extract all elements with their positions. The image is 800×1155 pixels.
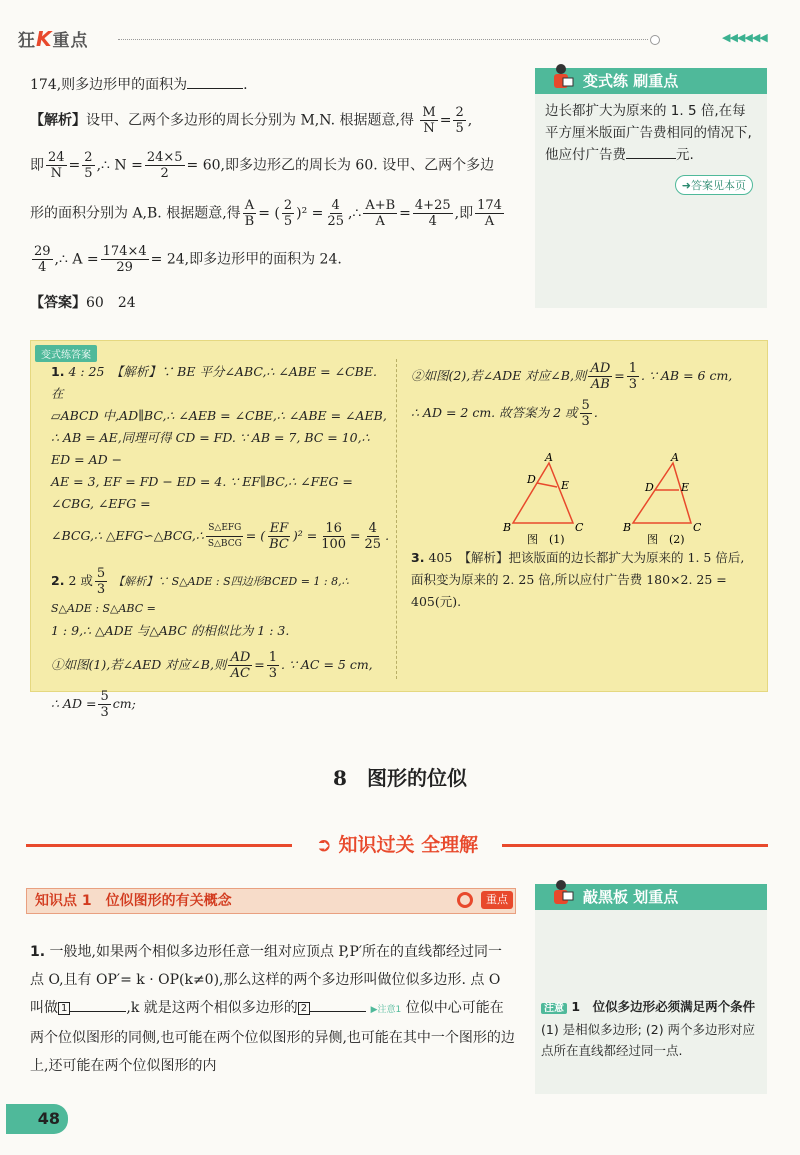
svg-text:A: A [671,453,679,464]
answers-right-column: ②如图(2),若∠ADE 对应∠B,则 $\frac{AD}{AB}$ = $\frac{1}{3}$ . ∵ AB = 6 cm, ∴ AD = 2 cm. 故答案为 2 或 $\frac{5}{3}$ . [411,361,733,429]
blank-2[interactable] [310,997,366,1012]
target-icon [457,892,473,908]
arrow-icon: ➜ [681,179,691,192]
answer-blank[interactable] [187,74,243,89]
solution-line-1: 【解析】设甲、乙两个多边形的周长分别为 M,N. 根据题意,得 $\frac{M}{N}$ = $\frac{2}{5}$ , [30,105,473,136]
header-dot [650,35,660,45]
header-divider [118,39,648,40]
knowledge-point-bar: 知识点 1 位似图形的有关概念 重点 [26,888,516,914]
section-title: 8 图形的位似 [333,766,467,790]
fig1-caption: 图 (1) [527,533,565,545]
label-C: C [575,521,584,534]
svg-text:E: E [681,481,690,494]
problem-line-1: 174,则多边形甲的面积为 . [30,74,520,96]
note-1: 注意 1 位似多边形必须满足两个条件 (1) 是相似多边形; (2) 两个多边形对应点所在直线都经过同一点. [541,999,756,1058]
practice-header: 变式练 刷重点 [535,68,767,94]
fraction: $\frac{M}{N}$ [422,105,436,136]
solution-line-2: 即 $\frac{24}{N}$ = $\frac{2}{5}$ ,∴ N = $\frac{24\times 5}{2}$ = 60,即多边形乙的周长为 60. 设甲、乙两个多边 [30,150,495,181]
triangle-figure-1 [502,453,584,545]
fig2-caption: 图 (2) [647,533,685,545]
solution-line-3: 形的面积分别为 A,B. 根据题意,得 $\frac{A}{B}$ = ( $\frac{2}{5}$ )² = $\frac{4}{25}$ ,∴ $\frac{A+B}{A}$ = $\frac{4+25}{4}$ ,即 $\frac{174}{A}$ [30,198,502,229]
note-ref[interactable]: ▶注意1 [370,1005,402,1015]
knowledge-banner: ➲ 知识过关 全理解 [292,830,502,860]
student-icon [547,62,575,92]
label-D: D [527,473,536,486]
answer-ref-tag[interactable]: ➜答案见本页 [675,175,753,195]
key-points-header: 敲黑板 划重点 [535,884,767,910]
svg-text:D: D [645,481,654,494]
practice-answers-box [30,340,768,720]
label-B: B [503,521,512,534]
answers-tag: 变式练答案 [35,345,97,362]
teacher-icon [547,878,575,908]
key-points-sidebar [535,884,767,1094]
label-E: E [561,479,570,492]
practice-text: 边长都扩大为原来的 1. 5 倍,在每平方厘米版面广告费相同的情况下,他应付广告费 元. [545,103,752,163]
solution-line-4: $\frac{29}{4}$ ,∴ A = $\frac{174\times 4}{29}$ = 24,即多边形甲的面积为 24. [34,244,342,275]
column-divider [396,359,397,679]
fraction: $\frac{2}{5}$ [455,105,464,136]
answer-line: 【答案】60 24 [30,295,136,311]
knowledge-point-text: 1. 一般地,如果两个相似多边形任意一组对应顶点 P,P′所在的直线都经过同一点 O,且有 OP′= k · OP(k≠0),那么这样的两个多边形叫做位似多边形. 点 O 叫做 1 ,k 就是这两个相似多边形的 2 ▶注意1 位似中心可能在两个位似图形的同侧,也可能在两个位似图形的异侧,也可能在其中一个图形的边上,还可能在两个位似图形的内 [30,944,515,1074]
label-A: A [545,453,553,464]
triangle-figures [501,453,701,545]
triangle-figure-2 [622,453,701,545]
brand-logo: 狂K重点 [18,27,89,51]
header-arrows: ◀◀◀◀◀◀ [722,31,767,44]
svg-text:B: B [623,521,632,534]
blank-1[interactable] [70,997,126,1012]
practice-sidebar [535,68,767,308]
swirl-icon: ➲ [315,834,339,856]
answer-3: 3. 405 【解析】把该版面的边长都扩大为原来的 1. 5 倍后, 面积变为原来的 2. 25 倍,所以应付广告费 180×2. 25 = 405(元). [411,550,745,609]
svg-text:C: C [693,521,701,534]
fee-blank[interactable] [626,144,676,159]
answers-left-column: 1. 4 : 25 【解析】∵ BE 平分∠ABC,∴ ∠ABE = ∠CBE. 在 ▱ABCD 中,AD∥BC,∴ ∠AEB = ∠CBE,∴ ∠ABE = ∠AEB, ∴ AB = AE,同理可得 CD = FD. ∵ AB = 7, BC = 10,∴ ED = AD − AE = 3, EF = FD − ED = 4. ∵ EF∥BC,∴ ∠FEG = ∠CBG, ∠EFG = ∠BCG,∴ △EFG∽△BCG,∴ $\frac{\text{S△EFG}}{\text{S△BCG}}$ = ( $\frac{EF}{BC}$ )² = $\frac{16}{100}$ = $\frac{4}{25}$ . 2. 2 或 $\frac{5}{3}$ 【解析】∵ S△ADE : S四边形BCED = 1 : 8,∴ S△ADE : S△ABC = 1 : 9,∴ △ADE 与△ABC 的相似比为 1 : 3. ①如图(1),若∠AED 对应∠B,则 $\frac{AD}{AC}$ = $\frac{1}{3}$ . ∵ AC = 5 cm, ∴ AD = $\frac{5}{3}$ cm; [51,364,390,720]
key-badge: 重点 [481,891,513,909]
page-number: 48 [6,1104,68,1134]
